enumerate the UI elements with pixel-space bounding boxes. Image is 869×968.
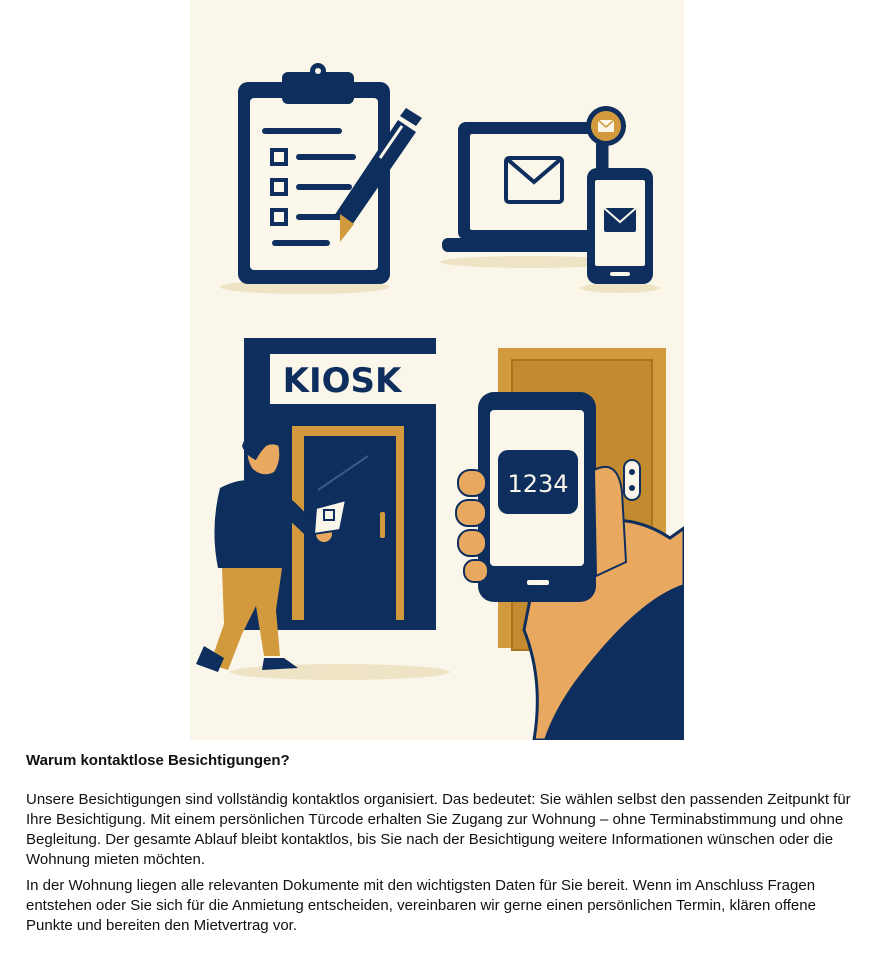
kiosk-sign: KIOSK bbox=[282, 361, 402, 401]
section-heading: Warum kontaktlose Besichtigungen? bbox=[26, 752, 290, 769]
content-section bbox=[26, 752, 851, 942]
smartphone-icon bbox=[580, 168, 660, 293]
paragraph-intro: Unsere Besichtigungen sind vollständig kontaktlos organisiert. Das bedeutet: Sie wählen selbst den passenden Zeitpunkt für Ihre Besichtigung. Mit einem persönlichen Türcode erhalten Sie Zugang zur Wohnung – ohne Terminabstimmung und ohne Begleitung. Der gesamte Ablauf bleibt kontaktlos, bis Sie nach der Besichtigung weitere Informationen wünschen oder die Wohnung mieten möchten. bbox=[26, 791, 851, 868]
paragraph-documents: In der Wohnung liegen alle relevanten Dokumente mit den wichtigsten Daten für Sie bereit. Wenn im Anschluss Fragen entstehen oder Sie sich für die Anmietung entscheiden, vereinbaren wir gerne einen persönlichen Termin, klären offene Punkte und bereiten den Mietvertrag vor. bbox=[26, 877, 816, 934]
contactless-viewing-illustration bbox=[190, 0, 684, 740]
door-code-display: 1234 bbox=[507, 470, 569, 498]
